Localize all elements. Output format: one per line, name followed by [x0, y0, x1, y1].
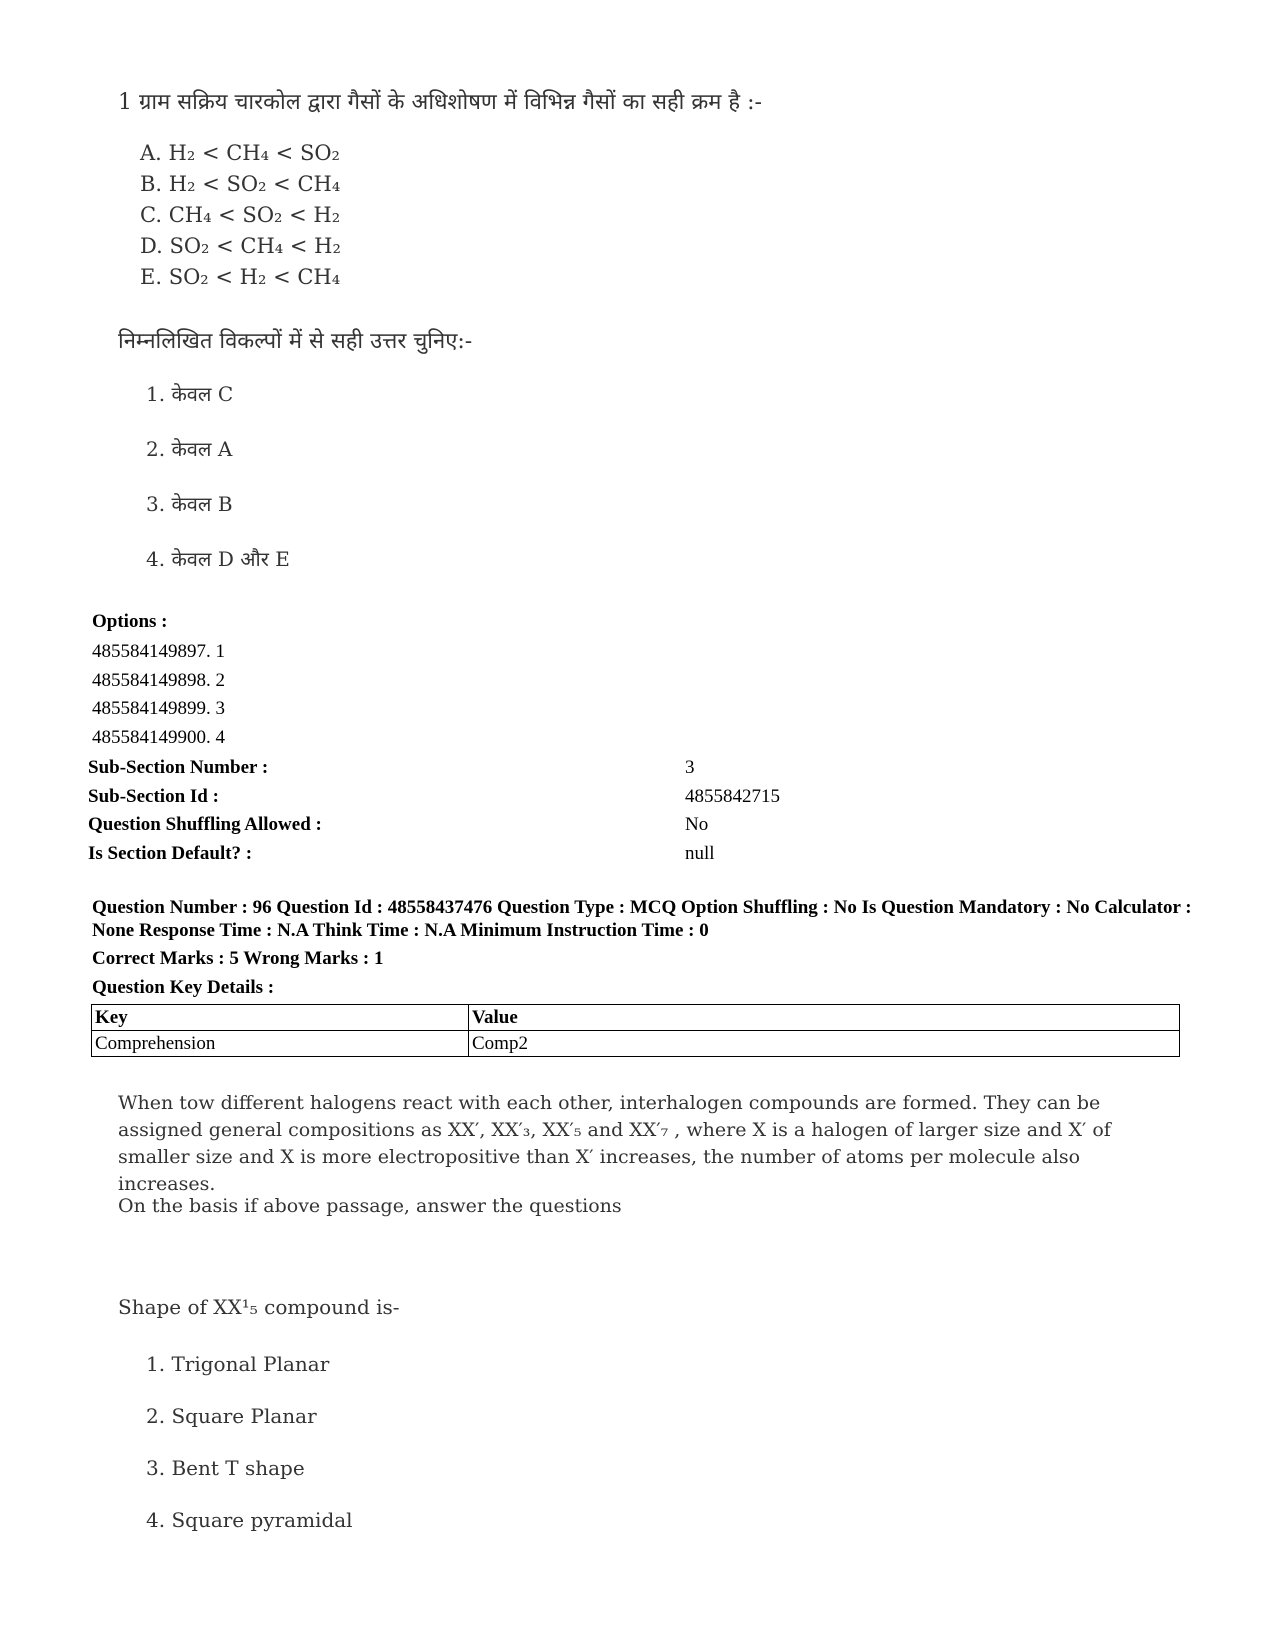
- choice-list: [146, 380, 290, 600]
- meta-row: Sub-Section Number : 3: [88, 757, 695, 778]
- shape-choice: 3. Bent T shape: [146, 1456, 305, 1480]
- table-row: [92, 1031, 1180, 1057]
- statement-e: E. SO₂ < H₂ < CH₄: [140, 265, 341, 289]
- statement-c: C. CH₄ < SO₂ < H₂: [140, 203, 341, 227]
- table-cell: Comp2: [469, 1031, 1180, 1057]
- shape-question: Shape of XX¹₅ compound is-: [118, 1295, 400, 1319]
- option-id: 485584149899. 3: [92, 698, 225, 719]
- key-details-label: Question Key Details :: [92, 977, 275, 998]
- shape-choice: 4. Square pyramidal: [146, 1508, 353, 1532]
- options-label: Options :: [92, 611, 168, 632]
- meta-row: Question Shuffling Allowed : No: [88, 814, 709, 835]
- meta-row: Sub-Section Id : 4855842715: [88, 785, 780, 807]
- table-header: Key: [92, 1005, 469, 1031]
- subsection-meta: [88, 757, 988, 871]
- choice-item: 2. केवल A: [146, 437, 233, 461]
- shape-choice-list: [146, 1352, 353, 1560]
- passage-instruction: On the basis if above passage, answer the questions: [118, 1195, 622, 1217]
- marks-info: Correct Marks : 5 Wrong Marks : 1: [92, 948, 384, 969]
- shape-choice: 1. Trigonal Planar: [146, 1352, 330, 1376]
- question-text-hindi: 1 ग्राम सक्रिय चारकोल द्वारा गैसों के अधिशोषण में विभिन्न गैसों का सही क्रम है :-: [118, 90, 762, 115]
- choice-item: 1. केवल C: [146, 382, 234, 406]
- statement-a: A. H₂ < CH₄ < SO₂: [140, 141, 340, 165]
- table-cell: Comprehension: [92, 1031, 469, 1057]
- table-header-row: [92, 1005, 1180, 1031]
- meta-row: Is Section Default? : null: [88, 842, 715, 864]
- key-table: [91, 1004, 1180, 1057]
- option-id: 485584149897. 1: [92, 641, 225, 662]
- comprehension-passage: When tow different halogens react with each other, interhalogen compounds are formed. They can be assigned general compositions as XX′, XX′₃, XX′₅ and XX′₇ , where X is a halogen of larger size and X′ of smaller size and X is more electropositive than X′ increases, the number of atoms per molecule also increases.: [118, 1092, 1111, 1195]
- table-header: Value: [469, 1005, 1180, 1031]
- statement-d: D. SO₂ < CH₄ < H₂: [140, 234, 341, 258]
- option-id: 485584149898. 2: [92, 669, 225, 691]
- choose-instruction: निम्नलिखित विकल्पों में से सही उत्तर चुनिए:-: [118, 329, 473, 354]
- statement-b: B. H₂ < SO₂ < CH₄: [140, 172, 341, 196]
- question-header: Question Number : 96 Question Id : 48558437476 Question Type : MCQ Option Shuffling : No Is Question Mandatory : No Calculator : None Response Time : N.A Think Time : N.A Minimum Instruction Time : 0: [92, 897, 1192, 941]
- option-id-list: [92, 638, 225, 752]
- choice-item: 4. केवल D और E: [146, 547, 290, 571]
- shape-choice: 2. Square Planar: [146, 1404, 317, 1428]
- choice-item: 3. केवल B: [146, 492, 233, 516]
- option-id: 485584149900. 4: [92, 726, 225, 748]
- statement-list: [140, 138, 341, 293]
